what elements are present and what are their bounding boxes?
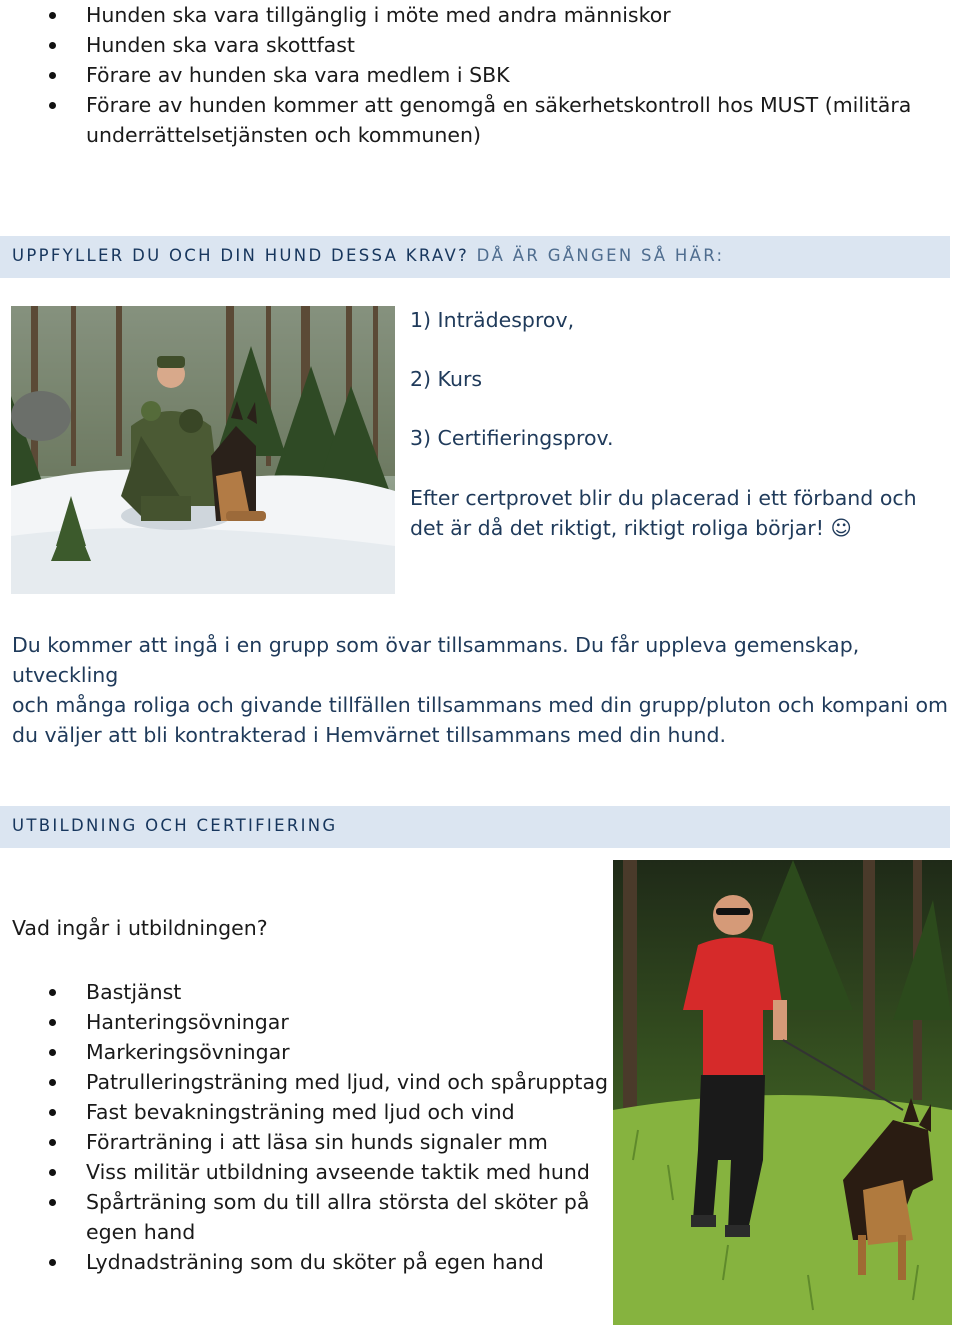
- bullet-icon: [49, 102, 56, 109]
- list-item-text: Förare av hunden kommer att genomgå en säkerhetskontroll hos MUST (militära: [86, 93, 912, 117]
- requirements-list: [0, 0, 960, 150]
- list-item: [0, 1157, 610, 1187]
- list-item: [0, 1127, 610, 1157]
- bullet-icon: [49, 42, 56, 49]
- list-item-text: egen hand: [86, 1220, 196, 1244]
- list-item-continuation: [0, 1217, 610, 1247]
- list-item: [0, 1037, 610, 1067]
- list-item-text: Förare av hunden ska vara medlem i SBK: [86, 63, 510, 87]
- list-item-text: Hanteringsövningar: [86, 1010, 289, 1034]
- list-item: [0, 1067, 610, 1097]
- section-heading-band: [0, 806, 950, 848]
- list-item-text: Hunden ska vara tillgänglig i möte med andra människor: [86, 3, 671, 27]
- list-item: [0, 977, 610, 1007]
- bullet-icon: [49, 1079, 56, 1086]
- bullet-icon: [49, 989, 56, 996]
- section-heading-band: [0, 236, 950, 278]
- list-item-text: Bastjänst: [86, 980, 182, 1004]
- group-paragraph: [12, 630, 957, 750]
- list-item: [0, 90, 960, 120]
- bullet-icon: [49, 1169, 56, 1176]
- bullet-icon: [49, 1259, 56, 1266]
- bullet-icon: [49, 1199, 56, 1206]
- training-list: [0, 977, 610, 1277]
- list-item: [0, 0, 960, 30]
- list-item-text: Spårträning som du till allra största del sköter på: [86, 1190, 590, 1214]
- list-item: [0, 60, 960, 90]
- step-3: 3) Certifieringsprov.: [410, 426, 614, 450]
- bullet-icon: [49, 1139, 56, 1146]
- list-item: [0, 1097, 610, 1127]
- list-item: [0, 1007, 610, 1037]
- step-1: 1) Inträdesprov,: [410, 308, 575, 332]
- list-item: [0, 1187, 610, 1217]
- heading-part-1: UPPFYLLER DU OCH DIN HUND DESSA KRAV?: [12, 246, 470, 265]
- paragraph-line: och många roliga och givande tillfällen tillsammans med din grupp/pluton och kompani om: [12, 693, 949, 717]
- list-item-text: Lydnadsträning som du sköter på egen hand: [86, 1250, 544, 1274]
- list-item-text: Markeringsövningar: [86, 1040, 290, 1064]
- paragraph-line: Du kommer att ingå i en grupp som övar tillsammans. Du får uppleva gemenskap, utveckling: [12, 633, 860, 687]
- paragraph-line: du väljer att bli kontrakterad i Hemvärnet tillsammans med din hund.: [12, 723, 727, 747]
- list-item: [0, 1247, 610, 1277]
- after-cert-text: [410, 483, 950, 543]
- soldier-with-dog-photo: [11, 306, 395, 594]
- list-item: [0, 30, 960, 60]
- after-cert-line-1: Efter certprovet blir du placerad i ett förband och: [410, 486, 917, 510]
- after-cert-line-2: det är då det riktigt, riktigt roliga börjar! ☺: [410, 516, 852, 540]
- heading-part-2: DÅ ÄR GÅNGEN SÅ HÄR:: [476, 246, 725, 265]
- handler-walking-dog-photo: [613, 860, 952, 1325]
- list-item-text: Patrulleringsträning med ljud, vind och spårupptag: [86, 1070, 609, 1094]
- section-heading: [12, 246, 724, 265]
- bullet-icon: [49, 72, 56, 79]
- list-item-text: Hunden ska vara skottfast: [86, 33, 355, 57]
- step-2: 2) Kurs: [410, 367, 483, 391]
- training-question: Vad ingår i utbildningen?: [12, 916, 268, 940]
- list-item-text: Fast bevakningsträning med ljud och vind: [86, 1100, 515, 1124]
- list-item-continuation: [0, 120, 960, 150]
- bullet-icon: [49, 1109, 56, 1116]
- list-item-text: underrättelsetjänsten och kommunen): [86, 123, 482, 147]
- section-heading: UTBILDNING OCH CERTIFIERING: [12, 816, 338, 835]
- list-item-text: Förarträning i att läsa sin hunds signaler mm: [86, 1130, 548, 1154]
- bullet-icon: [49, 12, 56, 19]
- bullet-icon: [49, 1019, 56, 1026]
- list-item-text: Viss militär utbildning avseende taktik med hund: [86, 1160, 590, 1184]
- bullet-icon: [49, 1049, 56, 1056]
